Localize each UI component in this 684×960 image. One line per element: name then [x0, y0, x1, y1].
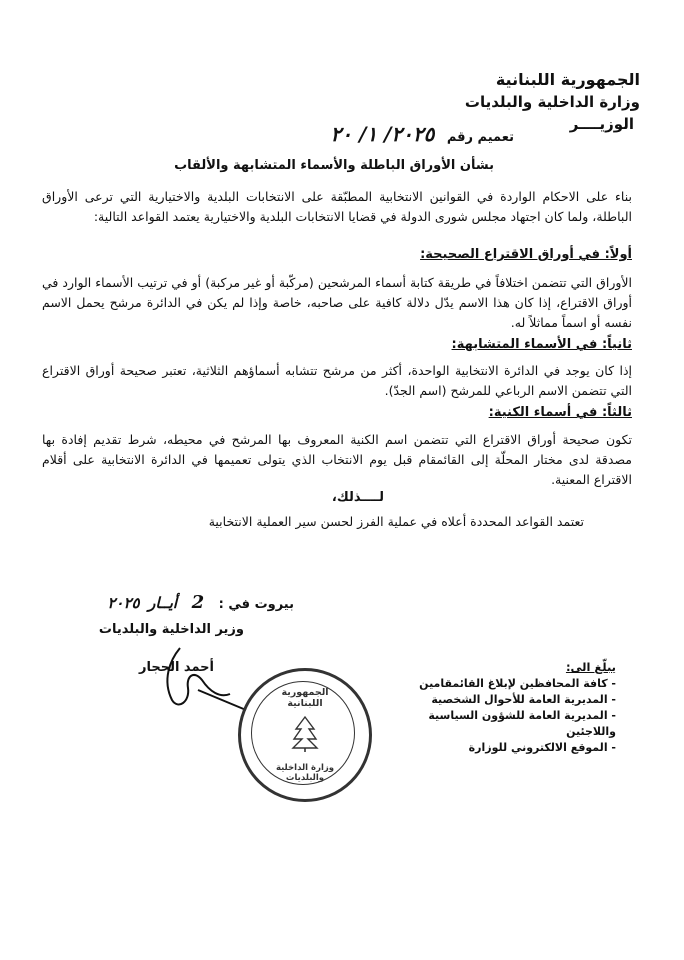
conclusion-text: تعتمد القواعد المحددة أعلاه في عملية الفرز لحسن سير العملية الانتخابية [208, 514, 584, 529]
subject-line: بشأن الأوراق الباطلة والأسماء المتشابهة والألقاب [174, 158, 494, 173]
list-item: - الموقع الالكتروني للوزارة [468, 741, 616, 754]
date-place-label: بيروت في : [218, 597, 294, 612]
stamp-top-text: الجمهورية اللبنانية [281, 687, 329, 709]
circular-label: تعميم رقم [446, 130, 514, 145]
official-stamp [238, 668, 372, 802]
section-1-text: الأوراق التي تتضمن اختلافاً في طريقة كتابة أسماء المرشحين (مركّبة أو غير مركبة) أو في ترتيب الأسماء الوارد في أوراق الاقتراع، إذا كان هذا الاسم يدّل دلالة كافية على صاحبه، خاصة وإذا لم يكن في الدائرة مرشح يحمل الاسم نفسه أو اسماً مماثلاً له. [42, 275, 632, 330]
section-1-heading: أولاً: في أوراق الاقتراع الصحيحة: [420, 247, 632, 262]
minister-title: الوزيــــر [569, 115, 634, 133]
intro-paragraph: بناء على الاحكام الواردة في القوانين الانتخابية المطبّقة على الانتخابات البلدية والاختيارية التي ترعى الأوراق الباطلة، ولما كان اجتهاد مجلس شورى الدولة في قضايا الانتخابات البلدية والاختيارية يعتمد القواعد التالية: [42, 189, 632, 224]
date-day: 2 [191, 592, 205, 613]
signatory-name: أحمد الحجار [138, 660, 214, 675]
section-3-heading: ثالثاً: في أسماء الكنية: [488, 405, 632, 420]
list-item: - كافة المحافظين لإبلاغ القائمقامين [419, 677, 616, 690]
date-line [94, 592, 294, 613]
conclusion-title: لــــذلك، [331, 490, 384, 505]
section-2-heading: ثانياً: في الأسماء المتشابهة: [451, 337, 632, 352]
date-year: ٢٠٢٥ [107, 594, 140, 612]
distribution-title: يبلّغ الى: [565, 660, 616, 674]
section-2-text: إذا كان يوجد في الدائرة الانتخابية الواحدة، أكثر من مرشح تتشابه أسماؤهم الثلاثية، تعتبر صحيحة أوراق الاقتراع التي تتضمن الاسم الرباعي للمرشح (اسم الجدّ). [42, 363, 632, 398]
list-item: - المديرية العامة للأحوال الشخصية [431, 693, 616, 706]
signatory-title: وزير الداخلية والبلديات [98, 622, 244, 637]
cedar-emblem-icon [290, 715, 320, 753]
circular-number-line [154, 122, 514, 146]
section-3-text: تكون صحيحة أوراق الاقتراع التي تتضمن اسم الكنية المعروف بها المرشح في محيطه، شرط تقديم إفادة بها مصدقة لدى مختار المحلّة إلى القائمقام قبل يوم الانتخاب الذي يتولى تعميمها في الدائرة الانتخابية على أقلام الاقتراع المعنية. [42, 432, 632, 487]
republic-title: الجمهورية اللبنانية [495, 70, 640, 89]
circular-number: ٢٠٢٥/ ١/ ٢٠ [330, 122, 435, 146]
distribution-block [376, 660, 616, 756]
stamp-bottom-text: وزارة الداخلية والبلديات [275, 763, 335, 783]
ministry-title: وزارة الداخلية والبلديات [464, 93, 640, 111]
distribution-list [376, 676, 616, 756]
date-month: أيــار [148, 594, 178, 612]
list-item: - المديرية العامة للشؤون السياسية واللاجئين [428, 709, 616, 738]
